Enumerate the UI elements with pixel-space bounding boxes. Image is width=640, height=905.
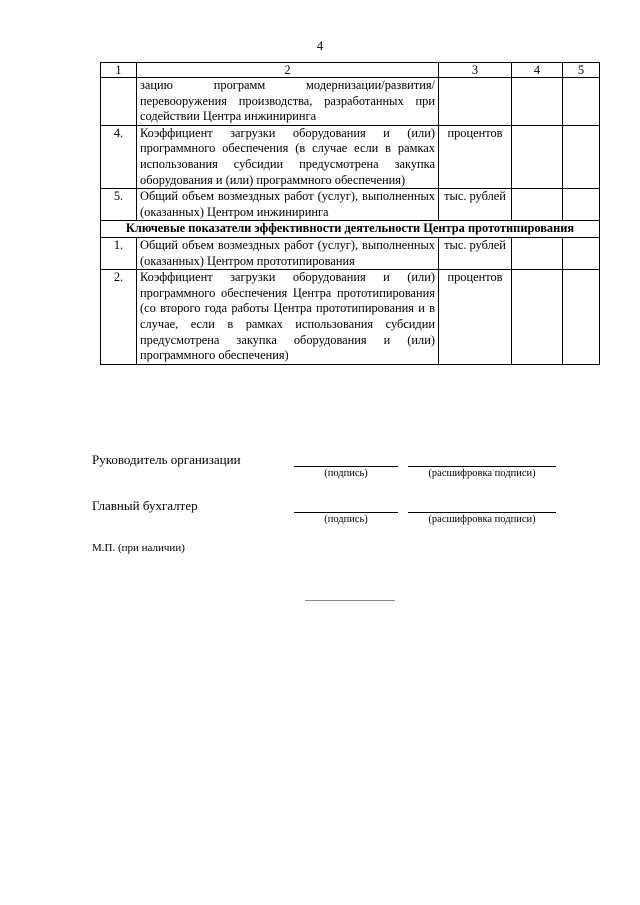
value-cell	[512, 125, 563, 188]
column-header: 2	[137, 63, 439, 78]
column-header: 5	[563, 63, 600, 78]
row-number	[101, 78, 137, 126]
end-of-document-rule	[305, 600, 395, 601]
indicator-name: зацию программ модернизации/развития/перевооружения производства, разработанных при содействии Центра инжиниринга	[137, 78, 439, 126]
decoding-caption: (расшифровка подписи)	[428, 468, 536, 479]
unit-of-measure: тыс. рублей	[439, 189, 512, 221]
value-cell	[563, 125, 600, 188]
decoding-line	[408, 512, 556, 513]
table-row	[101, 78, 600, 126]
kpi-table	[100, 62, 600, 365]
section-heading-row	[101, 221, 600, 238]
page-number: 4	[316, 38, 324, 53]
indicator-name: Коэффициент загрузки оборудования и (или) программного обеспечения Центра прототипирования (со второго года работы Центра прототипирования и в случае, если в рамках использования субсидии предусмотрена закупка оборудования и (или) программного обеспечения)	[137, 270, 439, 365]
signature-caption: (подпись)	[324, 514, 368, 525]
table-row	[101, 270, 600, 365]
row-number: 5.	[101, 189, 137, 221]
signature-caption: (подпись)	[324, 468, 368, 479]
section-heading: Ключевые показатели эффективности деятельности Центра прототипирования	[101, 221, 600, 238]
unit-of-measure: процентов	[439, 125, 512, 188]
column-header: 3	[439, 63, 512, 78]
unit-of-measure: тыс. рублей	[439, 237, 512, 269]
row-number: 2.	[101, 270, 137, 365]
value-cell	[512, 237, 563, 269]
stamp-note: М.П. (при наличии)	[92, 542, 185, 554]
table-row	[101, 125, 600, 188]
value-cell	[512, 270, 563, 365]
value-cell	[563, 237, 600, 269]
row-number: 1.	[101, 237, 137, 269]
table-row	[101, 189, 600, 221]
chief-accountant-label: Главный бухгалтер	[92, 498, 198, 513]
indicator-name: Общий объем возмездных работ (услуг), выполненных (оказанных) Центром прототипирования	[137, 237, 439, 269]
head-of-organization-label: Руководитель организации	[92, 452, 241, 467]
decoding-caption: (расшифровка подписи)	[428, 514, 536, 525]
signature-line	[294, 512, 398, 513]
unit-of-measure: процентов	[439, 270, 512, 365]
indicator-name: Коэффициент загрузки оборудования и (или) программного обеспечения (в случае если в рамках использования субсидии предусмотрена закупка оборудования и (или) программного обеспечения)	[137, 125, 439, 188]
column-header: 4	[512, 63, 563, 78]
value-cell	[563, 270, 600, 365]
indicator-name: Общий объем возмездных работ (услуг), выполненных (оказанных) Центром инжиниринга	[137, 189, 439, 221]
value-cell	[563, 78, 600, 126]
column-header: 1	[101, 63, 137, 78]
row-number: 4.	[101, 125, 137, 188]
value-cell	[512, 78, 563, 126]
unit-of-measure	[439, 78, 512, 126]
signature-line	[294, 466, 398, 467]
decoding-line	[408, 466, 556, 467]
value-cell	[512, 189, 563, 221]
value-cell	[563, 189, 600, 221]
table-row	[101, 237, 600, 269]
table-header-row	[101, 63, 600, 78]
